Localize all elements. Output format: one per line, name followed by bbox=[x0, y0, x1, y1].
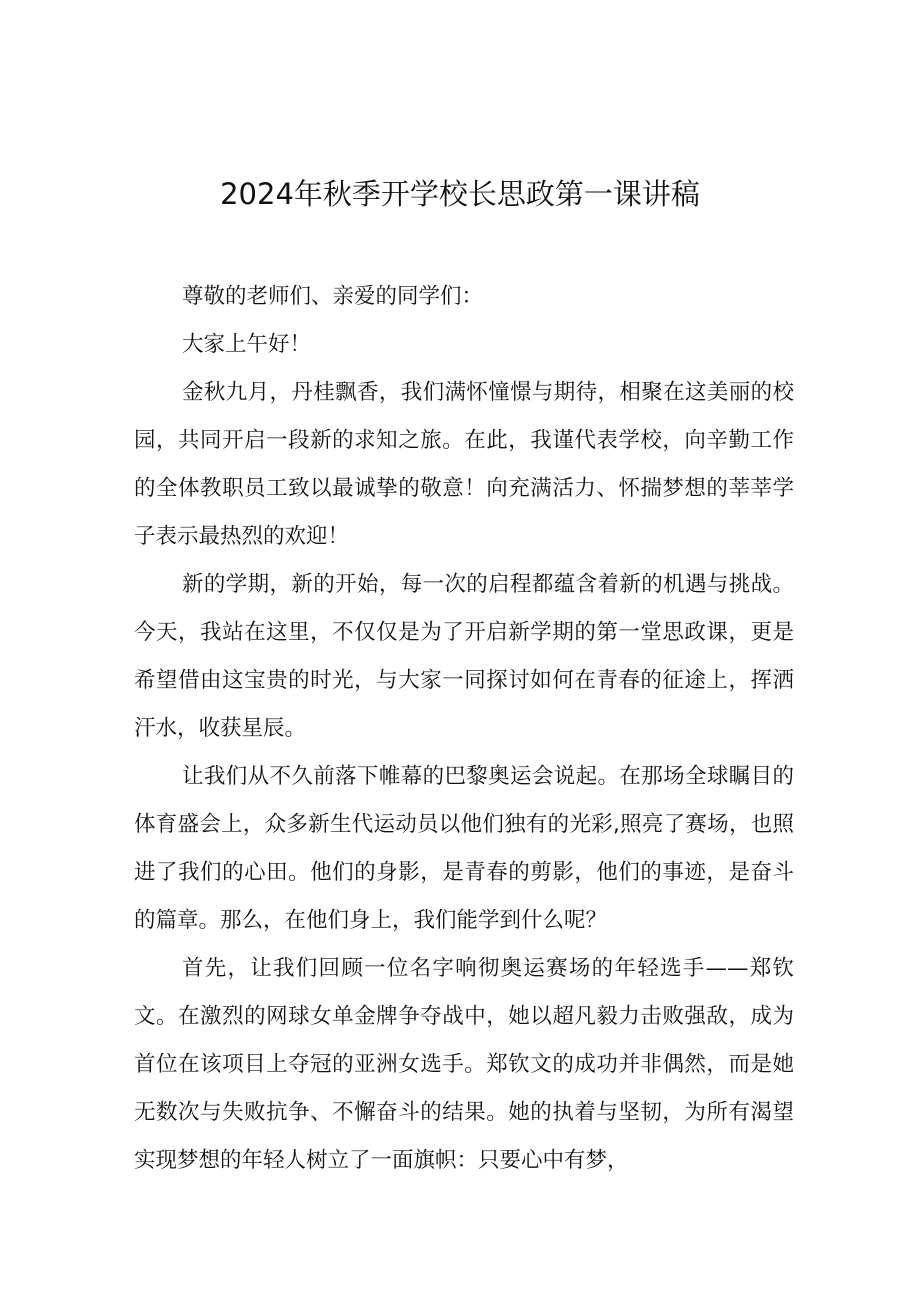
paragraph-opening: 金秋九月，丹桂飘香，我们满怀憧憬与期待，相聚在这美丽的校园，共同开启一段新的求知之旅。在此，我谨代表学校，向辛勤工作的全体教职员工致以最诚挚的敬意！向充满活力、怀揣梦想的莘莘学子表示最热烈的欢迎！ bbox=[134, 380, 794, 549]
paragraph-olympics: 让我们从不久前落下帷幕的巴黎奥运会说起。在那场全球瞩目的体育盛会上，众多新生代运动员以他们独有的光彩,照亮了赛场，也照进了我们的心田。他们的身影，是青春的剪影，他们的事迹，是奋斗的篇章。那么，在他们身上，我们能学到什么呢？ bbox=[134, 764, 794, 933]
document-body bbox=[134, 273, 794, 1185]
paragraph-new-semester: 新的学期，新的开始，每一次的启程都蕴含着新的机遇与挑战。今天，我站在这里，不仅仅是为了开启新学期的第一堂思政课，更是希望借由这宝贵的时光，与大家一同探讨如何在青春的征途上，挥洒汗水，收获星辰。 bbox=[134, 572, 794, 741]
paragraph-zheng-qinwen: 首先，让我们回顾一位名字响彻奥运赛场的年轻选手——郑钦文。在激烈的网球女单金牌争夺战中，她以超凡毅力击败强敌，成为首位在该项目上夺冠的亚洲女选手。郑钦文的成功并非偶然，而是她无数次与失败抗争、不懈奋斗的结果。她的执着与坚韧，为所有渴望实现梦想的年轻人树立了一面旗帜：只要心中有梦， bbox=[134, 956, 794, 1173]
document-title: 2024年秋季开学校长思政第一课讲稿 bbox=[220, 177, 700, 211]
paragraph-greeting: 尊敬的老师们、亲爱的同学们： bbox=[182, 284, 484, 309]
paragraph-salutation: 大家上午好！ bbox=[182, 332, 312, 357]
